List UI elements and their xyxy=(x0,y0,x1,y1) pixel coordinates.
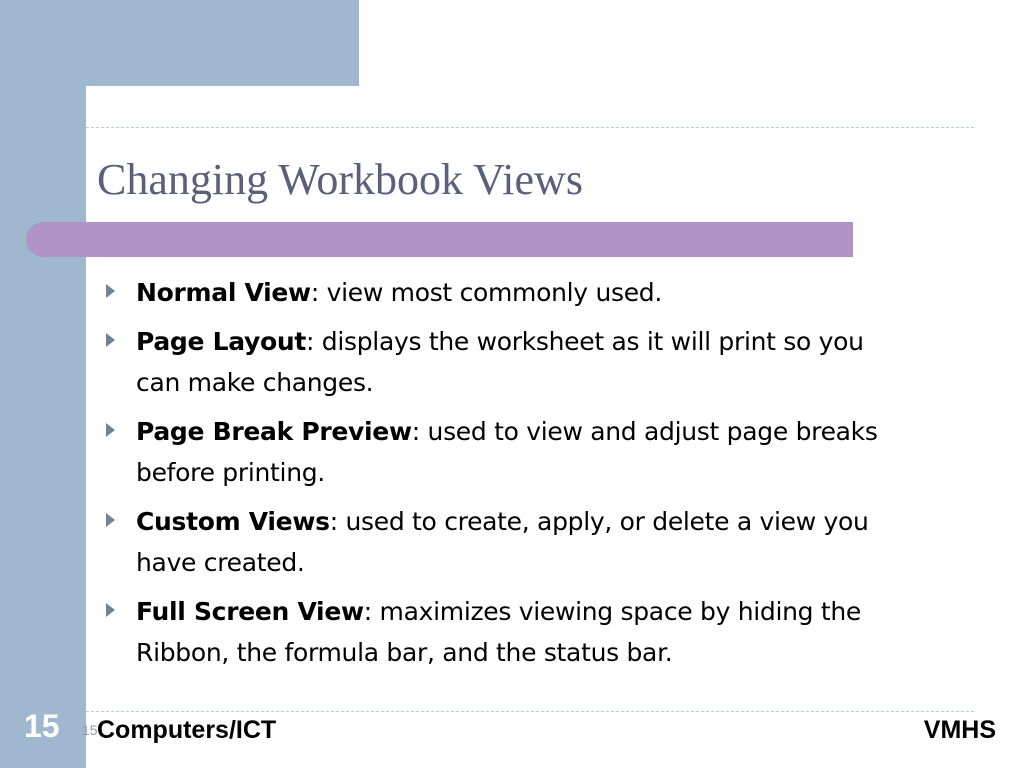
bullet-item-full-screen-view xyxy=(104,591,904,673)
corner-curve xyxy=(86,86,126,126)
bullet-term: Custom Views xyxy=(136,507,330,536)
bullet-description: : used to create, apply, or delete a view you have created. xyxy=(136,507,869,577)
footer-left-text: Computers/ICT xyxy=(97,716,277,744)
bullet-description: : maximizes viewing space by hiding the Ribbon, the formula bar, and the status bar. xyxy=(136,597,862,667)
top-dashed-divider xyxy=(86,127,974,128)
bullet-term: Page Break Preview xyxy=(136,417,412,446)
triangle-right-icon xyxy=(106,603,115,617)
title-accent-bar xyxy=(26,222,853,257)
triangle-right-icon xyxy=(106,284,115,298)
bottom-dashed-divider xyxy=(86,711,974,712)
bullet-description: : used to view and adjust page breaks before printing. xyxy=(136,417,878,487)
slide-number: 15 xyxy=(24,708,60,744)
bullet-term: Normal View xyxy=(136,278,311,307)
bullet-item-page-layout xyxy=(104,321,904,403)
bullet-item-page-break-preview xyxy=(104,411,904,493)
slide-number-small: 15 xyxy=(82,722,98,738)
bullet-description: : view most commonly used. xyxy=(310,278,663,307)
bullet-list xyxy=(104,272,904,681)
slide-title: Changing Workbook Views xyxy=(97,155,583,204)
left-decorative-band xyxy=(0,0,86,768)
triangle-right-icon xyxy=(106,333,115,347)
top-decorative-band xyxy=(86,0,359,86)
bullet-item-custom-views xyxy=(104,501,904,583)
triangle-right-icon xyxy=(106,513,115,527)
bullet-term: Full Screen View xyxy=(136,597,364,626)
bullet-description: : displays the worksheet as it will print so you can make changes. xyxy=(136,327,864,397)
bullet-term: Page Layout xyxy=(136,327,307,356)
footer-right-text: VMHS xyxy=(923,716,996,744)
bullet-item-normal-view xyxy=(104,272,904,313)
triangle-right-icon xyxy=(106,423,115,437)
